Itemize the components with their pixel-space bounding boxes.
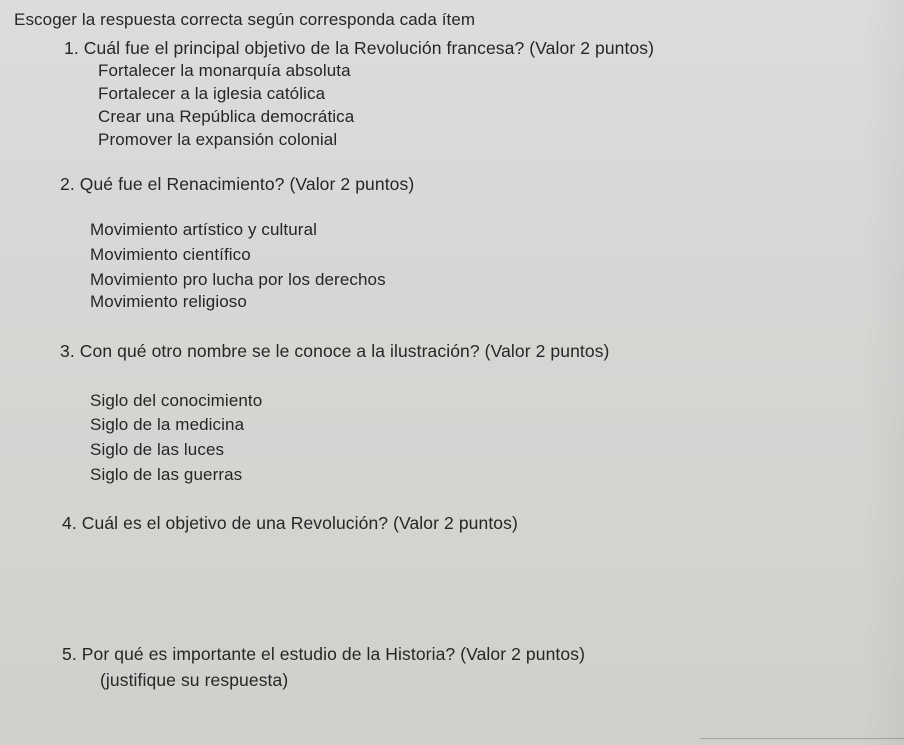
question-5: 5. Por qué es importante el estudio de la Historia? (Valor 2 puntos) [62, 644, 586, 664]
question-5-subtext: (justifique su respuesta) [100, 670, 289, 690]
question-3-option-1: Siglo del conocimiento [90, 391, 263, 410]
question-2-option-1: Movimiento artístico y cultural [90, 220, 318, 239]
question-3-option-3: Siglo de las luces [90, 440, 225, 459]
question-4: 4. Cuál es el objetivo de una Revolución? (Valor 2 puntos) [62, 513, 518, 533]
page-shadow [864, 0, 904, 745]
question-1-option-4: Promover la expansión colonial [98, 130, 338, 149]
question-2-option-3: Movimiento pro lucha por los derechos [90, 270, 386, 289]
question-3: 3. Con qué otro nombre se le conoce a la ilustración? (Valor 2 puntos) [60, 341, 610, 361]
question-1-option-1: Fortalecer la monarquía absoluta [98, 61, 351, 80]
question-1-option-2: Fortalecer a la iglesia católica [98, 84, 326, 103]
question-1-option-3: Crear una República democrática [98, 107, 355, 126]
question-2-option-4: Movimiento religioso [90, 292, 247, 311]
instructions-text: Escoger la respuesta correcta según corresponda cada ítem [14, 10, 476, 29]
question-3-option-4: Siglo de las guerras [90, 465, 243, 484]
page-edge-line [700, 738, 904, 739]
question-2-option-2: Movimiento científico [90, 245, 251, 264]
question-1: 1. Cuál fue el principal objetivo de la Revolución francesa? (Valor 2 puntos) [64, 38, 655, 58]
question-3-option-2: Siglo de la medicina [90, 415, 245, 434]
question-2: 2. Qué fue el Renacimiento? (Valor 2 puntos) [60, 174, 415, 194]
